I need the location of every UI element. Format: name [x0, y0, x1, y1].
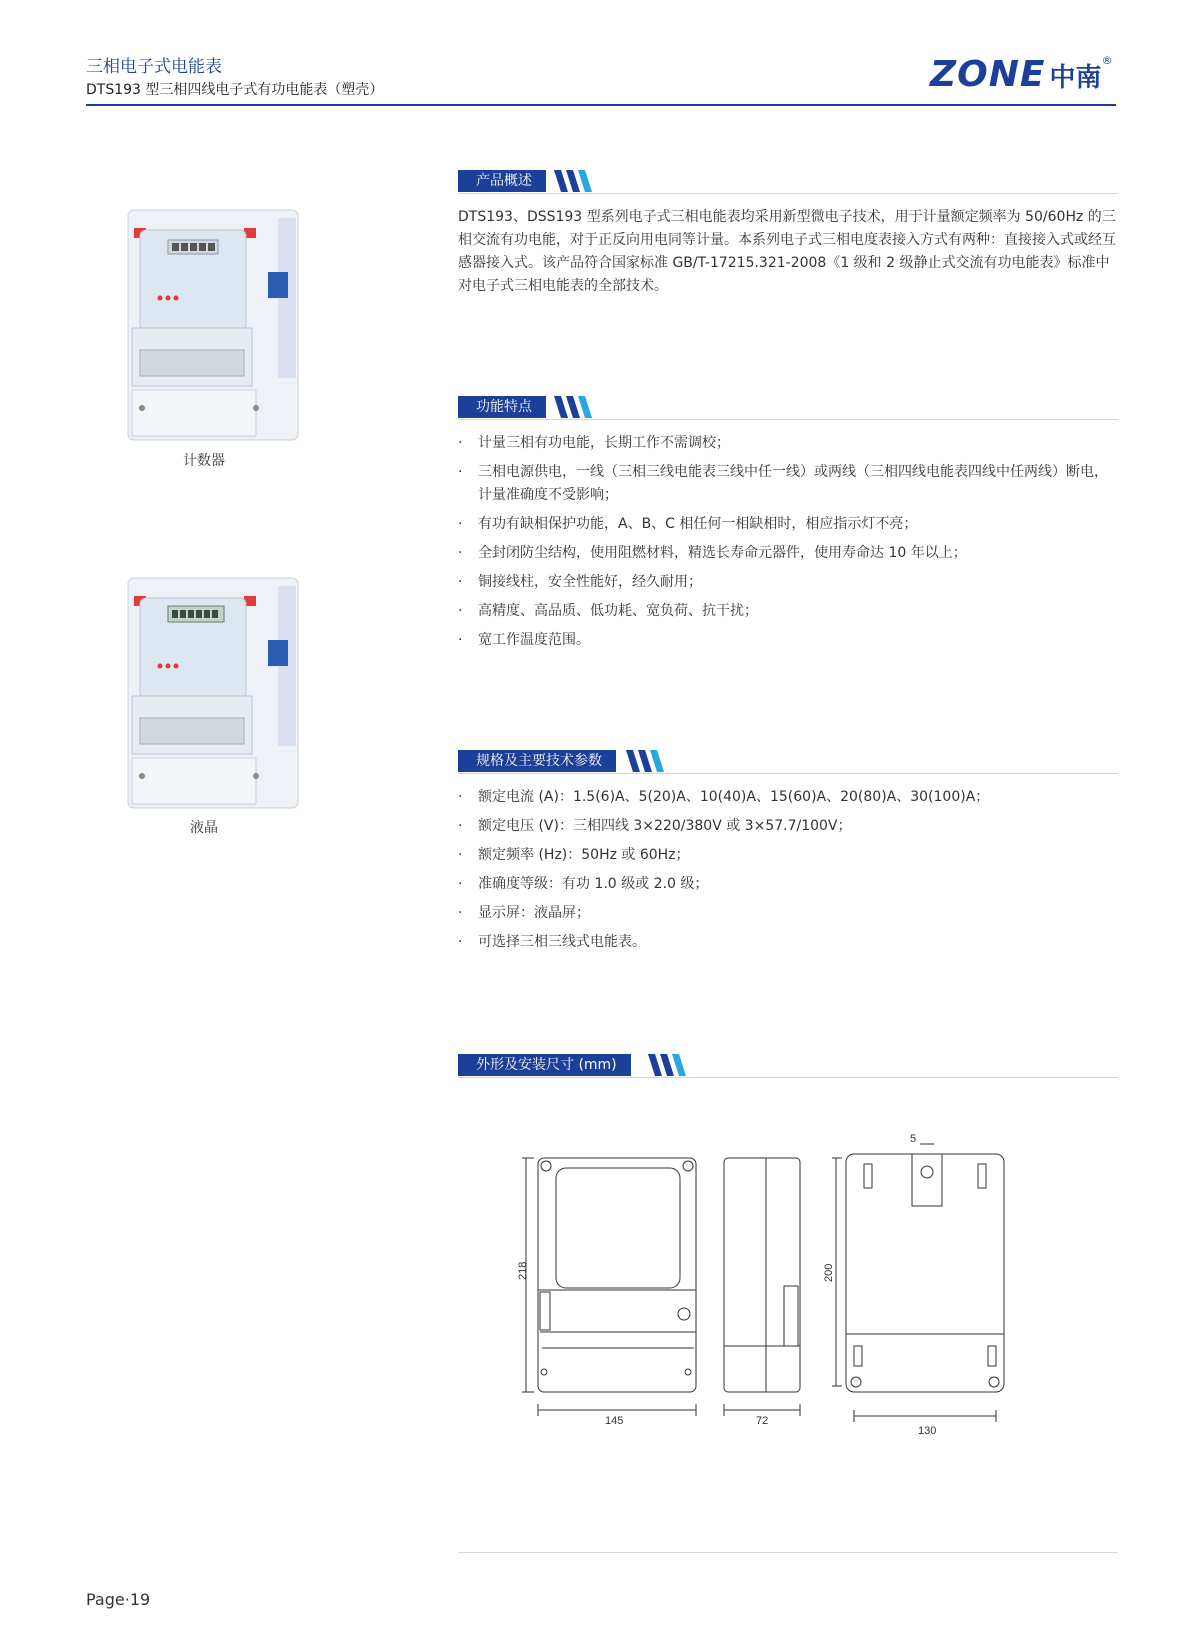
header-rule — [86, 104, 1116, 106]
list-item: · 全封闭防尘结构，使用阻燃材料，精选长寿命元器件，使用寿命达 10 年以上； — [458, 545, 967, 561]
page-number: Page·19 — [86, 1590, 151, 1609]
section-rule — [458, 1077, 1118, 1078]
list-item: · 有功有缺相保护功能，A、B、C 相任何一相缺相时，相应指示灯不亮； — [458, 516, 918, 532]
section-features-title: 功能特点 — [458, 396, 546, 418]
list-item: · 计量三相有功电能，长期工作不需调校； — [458, 435, 730, 451]
header-title: 三相电子式电能表 — [86, 57, 222, 77]
section-overview-title: 产品概述 — [458, 170, 546, 192]
dim-label-72: 72 — [756, 1415, 769, 1427]
section-features-header — [458, 396, 1118, 420]
section-overview-header — [458, 170, 1118, 194]
header-subtitle: DTS193 型三相四线电子式有功电能表（塑壳） — [86, 82, 384, 98]
list-item: · 额定电压 (V)：三相四线 3×220/380V 或 3×57.7/100V； — [458, 818, 852, 834]
section-rule — [458, 419, 1118, 420]
section-rule — [458, 193, 1118, 194]
stripes-icon — [626, 750, 672, 772]
back-view — [832, 1144, 1004, 1422]
dim-label-145: 145 — [605, 1415, 624, 1427]
dim-label-130: 130 — [918, 1425, 937, 1437]
side-view — [724, 1158, 800, 1416]
list-item: · 三相电源供电，一线（三相三线电能表三线中任一线）或两线（三相四线电能表四线中任两线）断电，计量准确度不受影响； — [458, 464, 1108, 503]
meter-photo-counter — [128, 210, 298, 440]
list-item: · 铜接线柱，安全性能好，经久耐用； — [458, 574, 702, 590]
list-item: · 额定电流 (A)：1.5(6)A、5(20)A、10(40)A、15(60)A、20(80)A、30(100)A； — [458, 789, 990, 805]
brand-logo — [930, 54, 1120, 100]
meter-photo-lcd — [128, 578, 298, 808]
stripes-icon — [554, 396, 600, 418]
features-list — [458, 432, 1118, 658]
dim-label-218: 218 — [517, 1261, 529, 1280]
product-caption-counter: 计数器 — [183, 453, 225, 469]
stripes-icon — [554, 170, 600, 192]
section-dimensions-title: 外形及安装尺寸 (mm) — [458, 1054, 631, 1076]
product-caption-lcd: 液晶 — [190, 820, 218, 836]
stripes-icon — [648, 1054, 694, 1076]
overview-text: DTS193、DSS193 型系列电子式三相电能表均采用新型微电子技术，用于计量额定频率为 50/60Hz 的三相交流有功电能，对于正反向用电同等计量。本系列电子式三相电度表接入方式有两种：直接接入式或经互感器接入式。该产品符合国家标准 GB/T-17215.321-2008《1 级和 2 级静止式交流有功电能表》标准中对电子式三相电能表的全部技术。 — [458, 209, 1116, 294]
list-item: · 宽工作温度范围。 — [458, 632, 590, 648]
dim-label-5: 5 — [910, 1133, 917, 1145]
list-item: · 额定频率 (Hz)：50Hz 或 60Hz； — [458, 847, 690, 863]
logo-wordmark: ZONE — [930, 54, 1046, 95]
logo-cn: 中南 — [1049, 63, 1102, 93]
dimension-drawing — [517, 1120, 1050, 1450]
section-specs-header — [458, 750, 1118, 774]
specs-list — [458, 786, 1118, 960]
section-specs-title: 规格及主要技术参数 — [458, 750, 616, 772]
dim-label-200: 200 — [823, 1263, 835, 1282]
section-dimensions-header — [458, 1054, 1118, 1078]
logo-registered-mark: ® — [1101, 54, 1113, 67]
list-item: · 准确度等级：有功 1.0 级或 2.0 级； — [458, 876, 709, 892]
footer-rule — [458, 1552, 1118, 1553]
list-item: · 显示屏：液晶屏； — [458, 905, 590, 921]
list-item: · 高精度、高品质、低功耗、宽负荷、抗干扰； — [458, 603, 758, 619]
list-item: · 可选择三相三线式电能表。 — [458, 934, 646, 950]
section-rule — [458, 773, 1118, 774]
front-view — [522, 1158, 696, 1416]
